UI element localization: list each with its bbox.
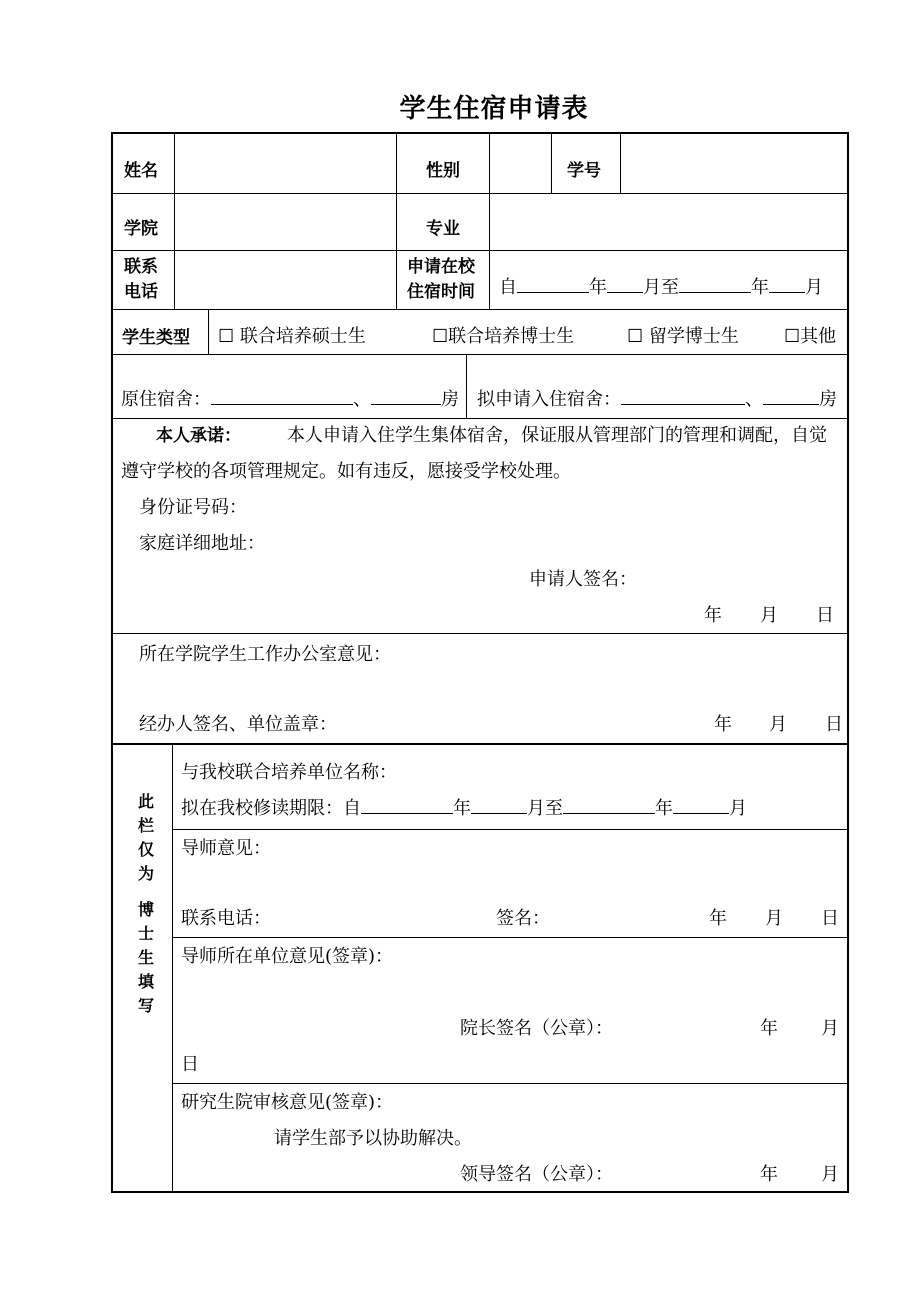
study-to-month-blank[interactable] [673, 798, 729, 814]
student-type-label: 学生类型 [122, 328, 190, 348]
original-dorm-label: 原住宿舍： [121, 389, 211, 410]
stay-period-label-line2: 住宿时间 [407, 282, 475, 302]
advisor-opinion-label: 导师意见： [181, 838, 271, 859]
study-period-label: 拟在我校修读期限：自 [181, 798, 361, 819]
college-label: 学院 [124, 219, 158, 239]
advisor-phone-label: 联系电话： [181, 908, 271, 929]
major-label: 专业 [426, 219, 460, 239]
major-field[interactable] [491, 195, 846, 249]
new-dorm-field: 拟申请入住宿舍： 、 房 [477, 389, 837, 410]
college-date-day: 日 [825, 714, 843, 735]
college-opinion-label: 所在学院学生工作办公室意见： [139, 644, 391, 665]
dean-signature-label: 院长签名（公章）： [460, 1018, 613, 1039]
applicant-signature-label: 申请人签名： [529, 569, 637, 590]
original-dorm-room-blank[interactable] [371, 389, 441, 405]
dean-date-day: 日 [181, 1054, 199, 1075]
study-from-year-blank[interactable] [361, 798, 453, 814]
type-option-other[interactable]: ☐其他 [784, 326, 837, 347]
study-to-year-blank[interactable] [563, 798, 655, 814]
promise-text-line2: 遵守学校的各项管理规定。如有违反，愿接受学校处理。 [121, 461, 571, 482]
stay-from-month-blank[interactable] [607, 277, 643, 293]
leader-signature-label: 领导签名（公章）： [460, 1164, 613, 1185]
promise-text-line1: 本人申请入住学生集体宿舍，保证服从管理部门的管理和调配，自觉 [287, 425, 827, 446]
promise-date-year: 年 [704, 605, 722, 626]
advisor-unit-opinion-label: 导师所在单位意见(签章)： [181, 946, 394, 967]
home-address-label: 家庭详细地址： [139, 533, 265, 554]
phd-only-side-label: 此 栏 仅 为 博 士 生 填 写 [137, 792, 154, 1015]
stay-to-year-blank[interactable] [679, 277, 751, 293]
study-period-field: 拟在我校修读期限：自 年 月至 年 月 [181, 798, 747, 819]
advisor-date-month: 月 [765, 908, 783, 929]
phone-field[interactable] [176, 252, 394, 308]
stay-from-year-blank[interactable] [517, 277, 589, 293]
promise-date-month: 月 [760, 605, 778, 626]
stay-period-label-line1: 申请在校 [407, 257, 475, 277]
type-option-intl-phd[interactable]: ☐ 留学博士生 [627, 326, 739, 347]
gender-label: 性别 [426, 161, 460, 181]
grad-school-opinion-text: 请学生部予以协助解决。 [274, 1128, 472, 1149]
college-date-year: 年 [714, 714, 732, 735]
study-from-month-blank[interactable] [471, 798, 527, 814]
promise-label: 本人承诺： [156, 426, 241, 446]
name-field[interactable] [176, 135, 394, 192]
stay-to-month-blank[interactable] [769, 277, 805, 293]
promise-date-day: 日 [816, 605, 834, 626]
grad-school-opinion-label: 研究生院审核意见(签章)： [181, 1092, 394, 1113]
leader-date-month: 月 [821, 1164, 839, 1185]
name-label: 姓名 [124, 161, 158, 181]
student-id-field[interactable] [622, 135, 846, 192]
student-id-label: 学号 [567, 161, 601, 181]
advisor-date-day: 日 [821, 908, 839, 929]
dean-date-month: 月 [821, 1018, 839, 1039]
new-dorm-label: 拟申请入住宿舍： [477, 389, 621, 410]
advisor-date-year: 年 [709, 908, 727, 929]
phone-label-line1: 联系 [124, 257, 158, 277]
stay-period-field[interactable]: 自 年 月至 年 月 [499, 277, 823, 298]
phone-label-line2: 电话 [124, 282, 158, 302]
partner-unit-label: 与我校联合培养单位名称： [181, 762, 397, 783]
type-option-joint-phd[interactable]: ☐联合培养博士生 [432, 326, 575, 347]
page-title: 学生住宿申请表 [399, 94, 589, 124]
id-number-label: 身份证号码： [139, 497, 247, 518]
original-dorm-building-blank[interactable] [211, 389, 353, 405]
original-dorm-field: 原住宿舍： 、 房 [121, 389, 459, 410]
new-dorm-building-blank[interactable] [621, 389, 745, 405]
new-dorm-room-blank[interactable] [763, 389, 819, 405]
college-field[interactable] [176, 195, 394, 249]
college-date-month: 月 [769, 714, 787, 735]
leader-date-year: 年 [760, 1164, 778, 1185]
gender-field[interactable] [491, 135, 549, 192]
type-option-joint-master[interactable]: ☐ 联合培养硕士生 [218, 326, 366, 347]
advisor-signature-label: 签名： [496, 908, 550, 929]
handler-signature-label: 经办人签名、单位盖章： [139, 714, 337, 735]
dean-date-year: 年 [760, 1018, 778, 1039]
